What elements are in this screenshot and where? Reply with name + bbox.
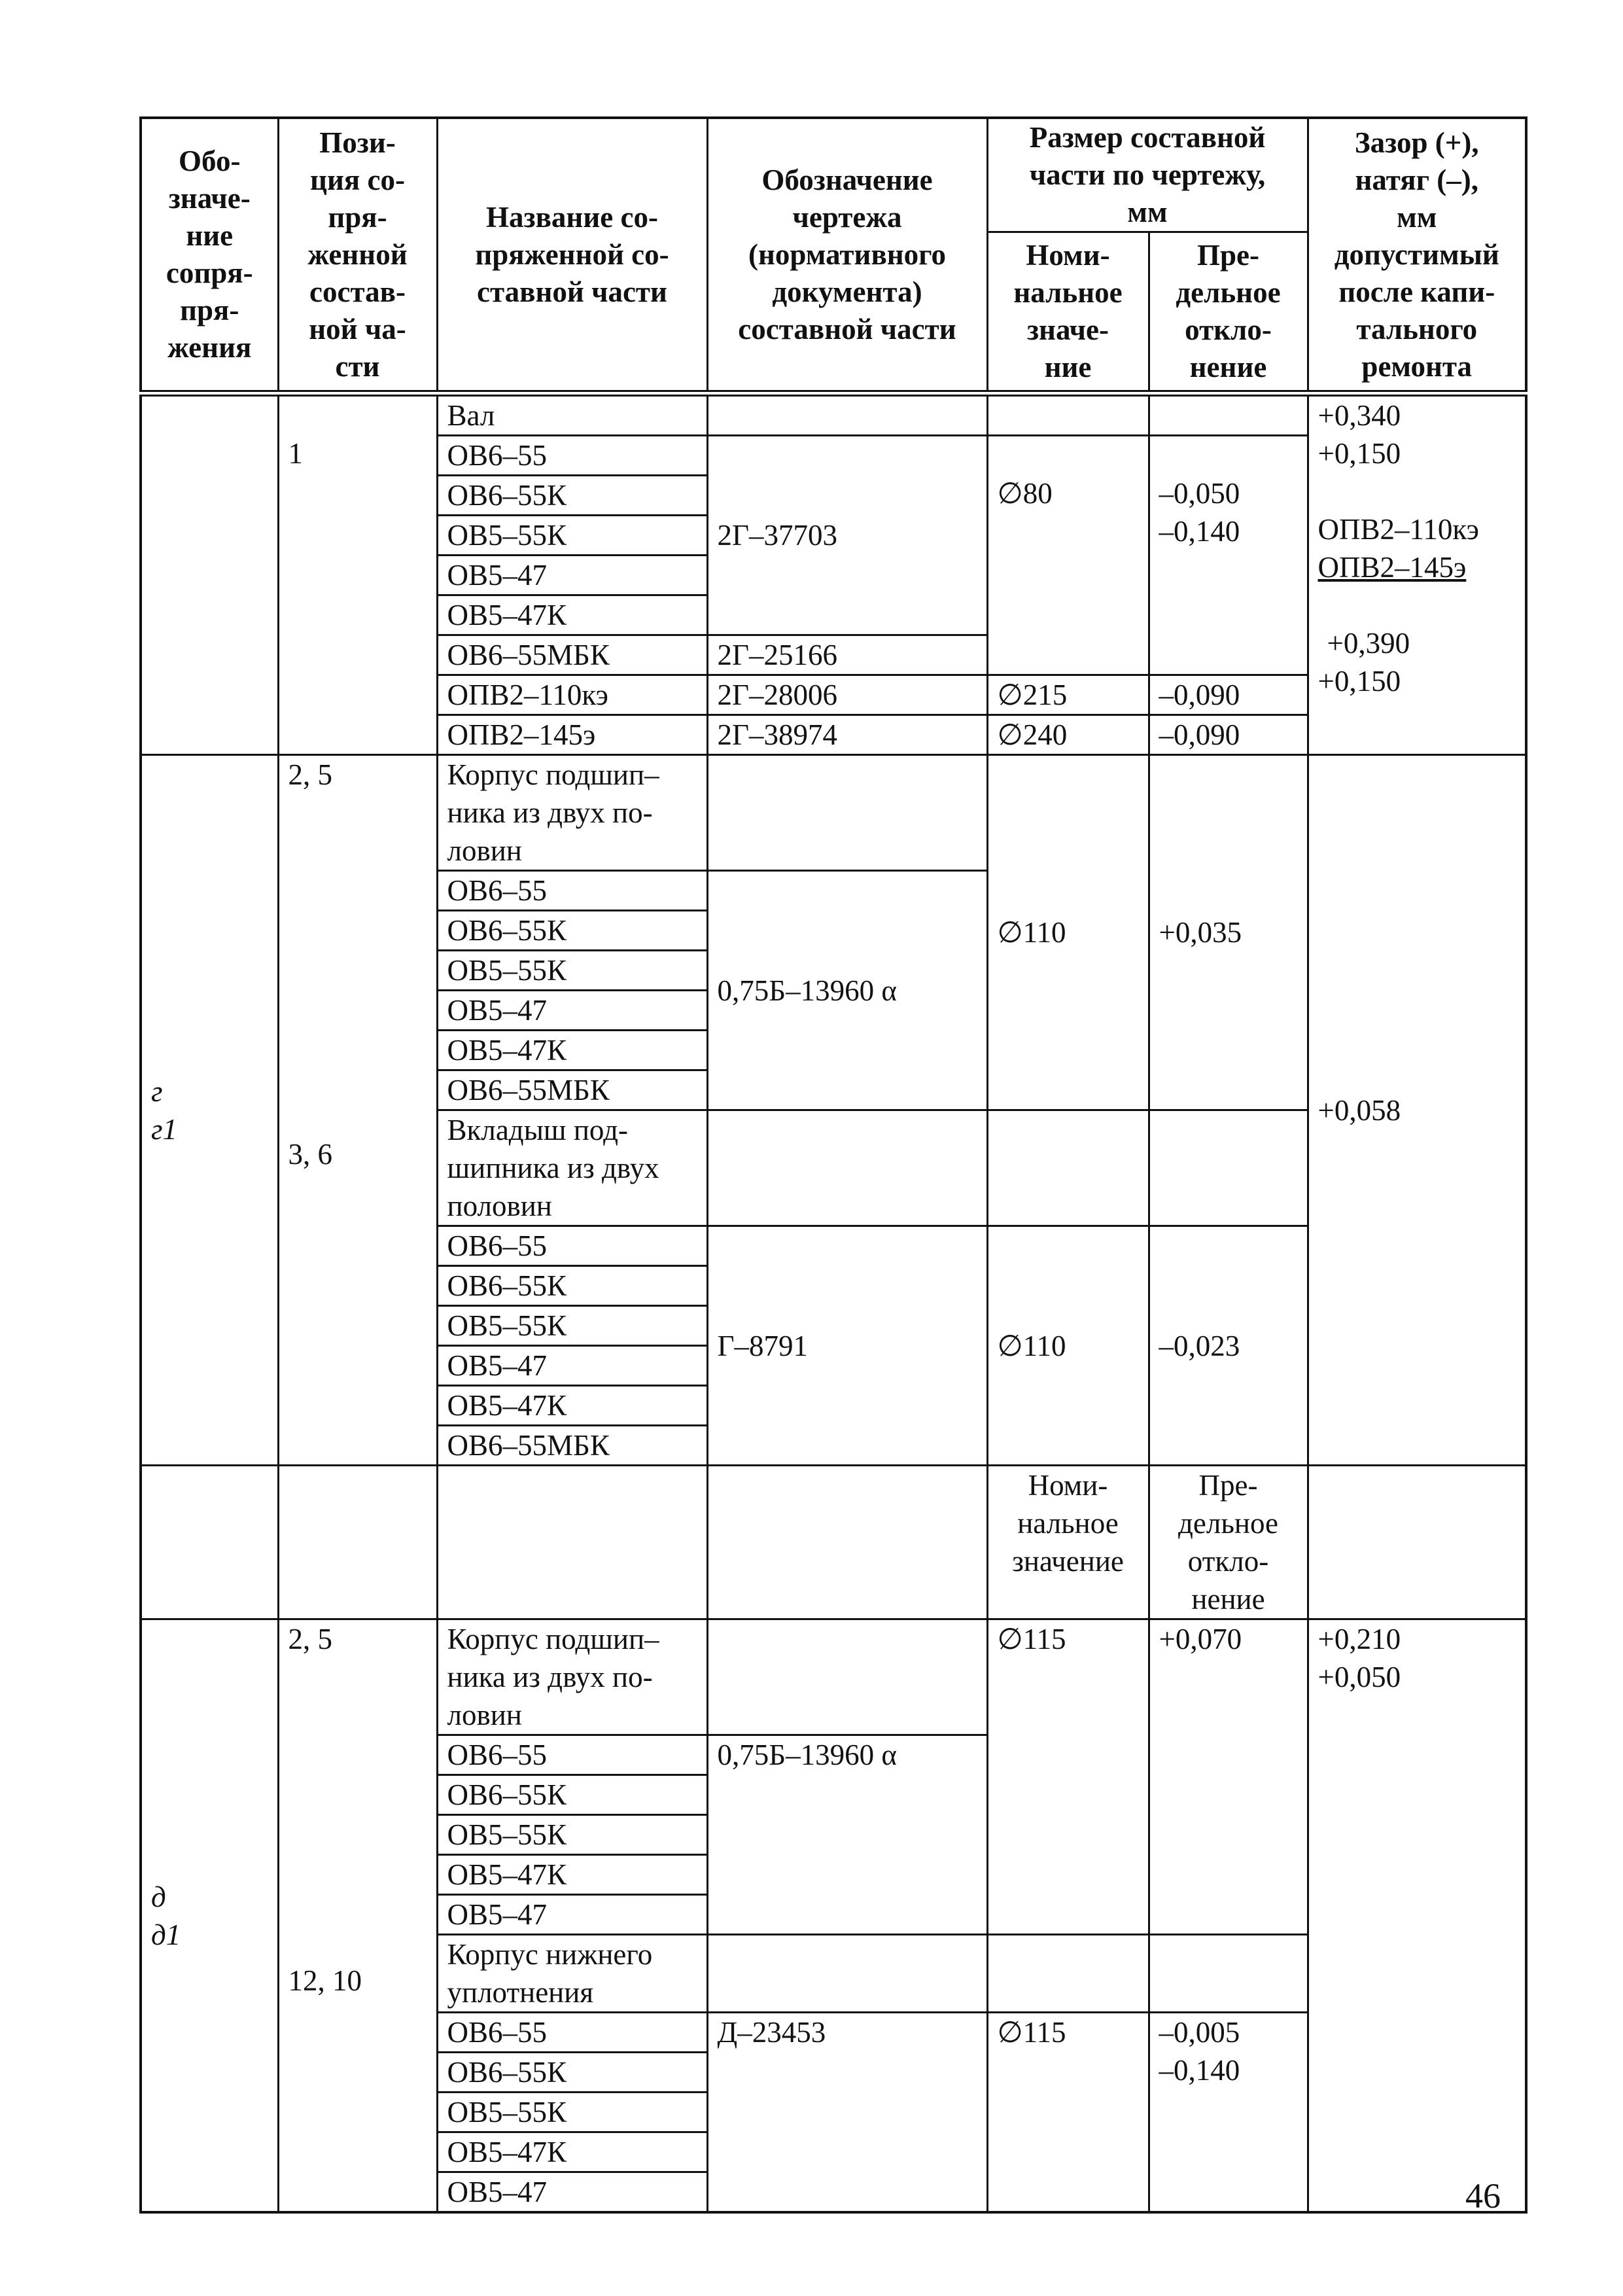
- table-cell: –0,090: [1149, 715, 1308, 755]
- table-cell: Д–23453: [707, 2013, 987, 2213]
- header-clearance: Зазор (+), натяг (–), мм допустимый после капи- тального ремонта: [1308, 118, 1526, 393]
- table-cell: 2Г–28006: [707, 675, 987, 715]
- table-cell: ОВ6–55: [437, 1735, 707, 1775]
- table-cell: ∅240: [987, 715, 1149, 755]
- table-header: [141, 118, 1526, 393]
- table-cell: ОВ5–47: [437, 1895, 707, 1935]
- s1-designation: [141, 393, 278, 755]
- table-cell: ∅80: [987, 436, 1149, 675]
- table-cell: ОПВ2–145э: [437, 715, 707, 755]
- table-cell: 2Г–25166: [707, 635, 987, 675]
- table-cell: [141, 1466, 278, 1619]
- table-cell: [1149, 1110, 1308, 1226]
- table-cell: –0,023: [1149, 1226, 1308, 1466]
- table-cell: [707, 393, 987, 436]
- table-cell: [437, 1466, 707, 1619]
- table-cell: ОВ5–47К: [437, 595, 707, 635]
- s1-position: 1: [278, 393, 437, 755]
- header-designation: Обо- значе- ние сопря- пря- жения: [141, 118, 278, 393]
- table-cell: ОВ5–47К: [437, 2132, 707, 2172]
- table-cell: ОВ5–47: [437, 556, 707, 595]
- table-cell: [987, 393, 1149, 436]
- table-cell: Вкладыш под- шипника из двух половин: [437, 1110, 707, 1226]
- table-cell: ОВ6–55МБК: [437, 635, 707, 675]
- table-cell: ОВ6–55МБК: [437, 1070, 707, 1110]
- table-cell: [987, 1935, 1149, 2013]
- table-cell: [1308, 1466, 1526, 1619]
- table-cell: ОПВ2–110кэ: [437, 675, 707, 715]
- s3-position: 2, 5 12, 10: [278, 1619, 437, 2213]
- table-cell: ∅110: [987, 755, 1149, 1110]
- table-cell: +0,070: [1149, 1619, 1308, 1935]
- table-cell: [707, 1619, 987, 1735]
- table-cell: ОВ5–55К: [437, 1306, 707, 1346]
- s2-designation: г г1: [141, 755, 278, 1466]
- table-cell: ОВ5–47К: [437, 1386, 707, 1426]
- table-cell: ОВ5–55К: [437, 1815, 707, 1855]
- table-cell: ОВ5–47К: [437, 1031, 707, 1070]
- table-cell: 0,75Б–13960 α: [707, 1735, 987, 1935]
- table-cell: +0,035: [1149, 755, 1308, 1110]
- table-cell: ОВ6–55МБК: [437, 1426, 707, 1466]
- s3-clearance: +0,210 +0,050: [1308, 1619, 1526, 2213]
- table-cell: 0,75Б–13960 α: [707, 871, 987, 1110]
- s1-clearance: +0,340 +0,150 ОПВ2–110кэ ОПВ2–145э +0,390 +0,150: [1308, 393, 1526, 755]
- table-cell: Корпус подшип– ника из двух по- ловин: [437, 1619, 707, 1735]
- table-cell: Корпус подшип– ника из двух по- ловин: [437, 755, 707, 871]
- specification-table: [139, 116, 1527, 2214]
- table-cell: Корпус нижнего уплотнения: [437, 1935, 707, 2013]
- repeat-header-deviation: Пре- дельное откло- нение: [1149, 1466, 1308, 1619]
- table-cell: [278, 1466, 437, 1619]
- table-cell: Г–8791: [707, 1226, 987, 1466]
- table-cell: ОВ5–55К: [437, 2093, 707, 2132]
- table-cell: ОВ6–55: [437, 2013, 707, 2053]
- table-cell: ОВ5–47К: [437, 1855, 707, 1895]
- table-cell: –0,005 –0,140: [1149, 2013, 1308, 2213]
- table-cell: ОВ6–55К: [437, 1775, 707, 1815]
- header-part-name: Название со- пряженной со- ставной части: [437, 118, 707, 393]
- header-position: Пози- ция со- пря- женной состав- ной ча- сти: [278, 118, 437, 393]
- repeat-header-nominal: Номи- нальное значение: [987, 1466, 1149, 1619]
- table-cell: [1149, 393, 1308, 436]
- table-cell: ОВ5–47: [437, 991, 707, 1031]
- table-cell: ОВ6–55К: [437, 911, 707, 951]
- table-cell: ОВ6–55К: [437, 2053, 707, 2093]
- table-cell: [1149, 1935, 1308, 2013]
- table-cell: [707, 1110, 987, 1226]
- table-cell: ОВ5–55К: [437, 951, 707, 991]
- table-cell: ∅215: [987, 675, 1149, 715]
- table-cell: [707, 1466, 987, 1619]
- table-cell: Вал: [437, 393, 707, 436]
- table-cell: [987, 1110, 1149, 1226]
- table-cell: –0,090: [1149, 675, 1308, 715]
- table-cell: 2Г–38974: [707, 715, 987, 755]
- table-cell: ОВ5–55К: [437, 516, 707, 556]
- table-cell: –0,050 –0,140: [1149, 436, 1308, 675]
- page-number: 46: [1465, 2176, 1501, 2216]
- table-cell: ∅115: [987, 2013, 1149, 2213]
- header-drawing: Обозначение чертежа (нормативного документа) составной части: [707, 118, 987, 393]
- s2-clearance: +0,058: [1308, 755, 1526, 1466]
- table-cell: [707, 1935, 987, 2013]
- table-cell: ОВ5–47: [437, 2172, 707, 2213]
- table-cell: ОВ6–55: [437, 1226, 707, 1266]
- table-cell: 2Г–37703: [707, 436, 987, 635]
- table-cell: ОВ5–47: [437, 1346, 707, 1386]
- header-size: Размер составной части по чертежу, мм: [987, 118, 1308, 232]
- s3-designation: д д1: [141, 1619, 278, 2213]
- table-cell: ОВ6–55К: [437, 1266, 707, 1306]
- table-cell: ОВ6–55: [437, 436, 707, 476]
- header-deviation: Пре- дельное откло- нение: [1149, 232, 1308, 394]
- table-cell: [707, 755, 987, 871]
- table-cell: ОВ6–55К: [437, 476, 707, 516]
- header-nominal: Номи- нальное значе- ние: [987, 232, 1149, 394]
- table-cell: ∅115: [987, 1619, 1149, 1935]
- table-cell: ∅110: [987, 1226, 1149, 1466]
- table-cell: ОВ6–55: [437, 871, 707, 911]
- s2-position: 2, 5 3, 6: [278, 755, 437, 1466]
